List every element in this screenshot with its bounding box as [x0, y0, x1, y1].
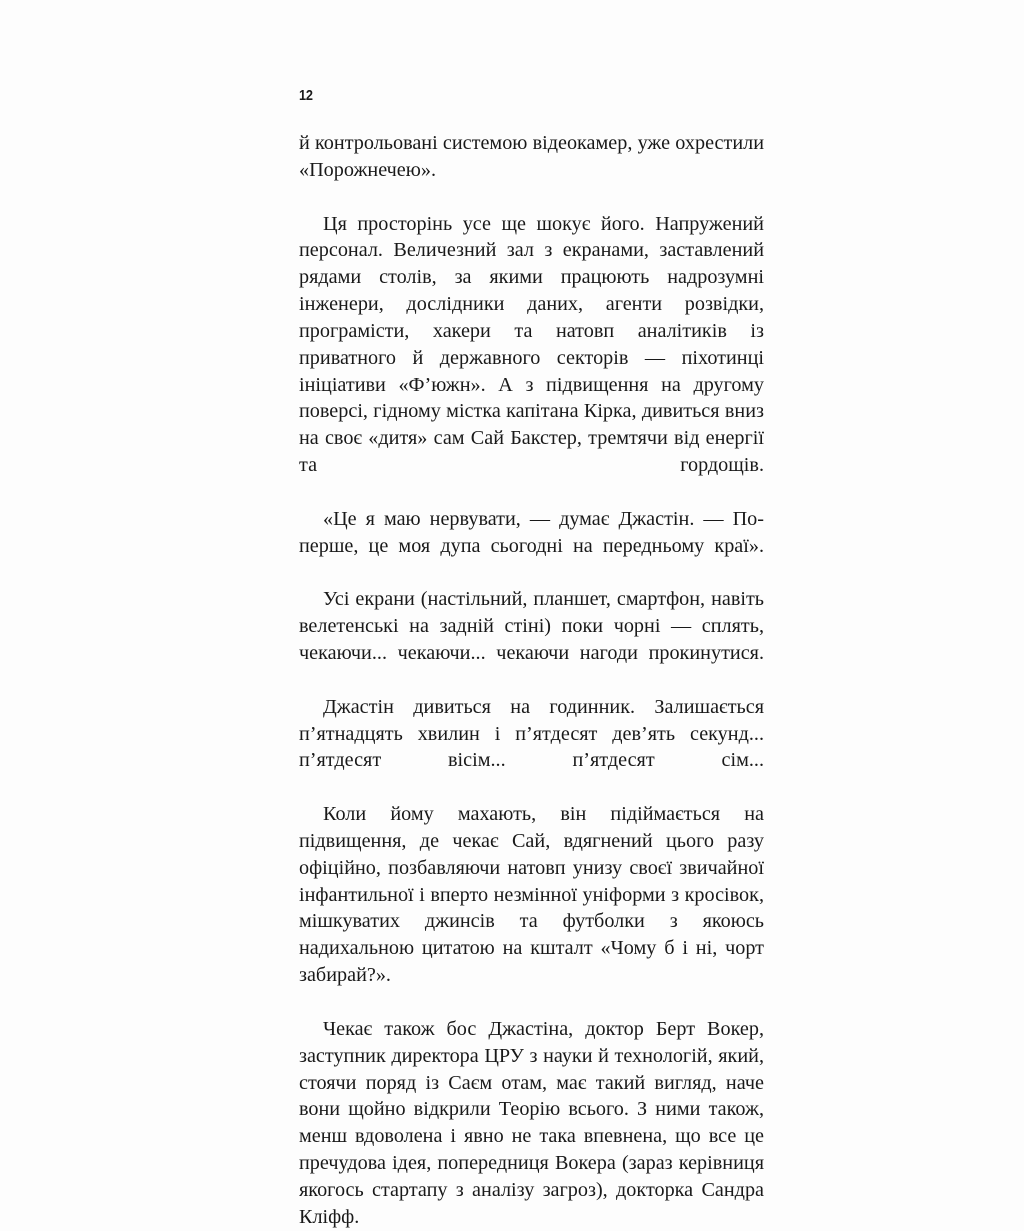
body-text-block: [299, 130, 764, 1231]
paragraph: Чекає також бос Джастіна, доктор Берт Вокер, заступник директора ЦРУ з науки й технологій, який, стоячи поряд із Саєм отам, має такий вигляд, наче вони щойно відкрили Теорію всього. З ними також, менш вдоволена і явно не така впевнена, що все це пречудова ідея, попередниця Вокера (зараз керівниця якогось стартапу з аналізу загроз), докторка Сандра Кліфф.: [299, 1017, 764, 1228]
paragraph: Коли йому махають, він підіймається на підвищення, де чекає Сай, вдягнений цього разу офіційно, позбавляючи натовп унизу своєї звичайної інфантильної і вперто незмінної уніформи з кросівок, мішкуватих джинсів та футболки з якоюсь надихальною цитатою на кшталт «Чому б і ні, чорт забирай?».: [299, 803, 764, 987]
paragraph: Усі екрани (настільний, планшет, смартфон, навіть велетенські на задній стіні) поки чорні — сплять, чекаючи... чекаючи... чекаючи нагоди прокинутися.: [299, 588, 764, 665]
paragraph: Джастін дивиться на годинник. Залишається п’ятнадцять хвилин і п’ятдесят дев’ять секунд... п’ятдесят вісім... п’ятдесят сім...: [299, 695, 764, 772]
paragraph: «Це я маю нервувати, — думає Джастін. — По-перше, це моя дупа сьогодні на передньому краї».: [299, 507, 764, 557]
running-head: [299, 86, 764, 108]
page-number: 12: [299, 88, 313, 104]
paragraph: Ця просторінь усе ще шокує його. Напружений персонал. Величезний зал з екранами, заставлений рядами столів, за якими працюють надрозумні інженери, дослідники даних, агенти розвідки, програмісти, хакери та натовп аналітиків із приватного й державного секторів — піхотинці ініціативи «Ф’южн». А з підвищення на другому поверсі, гідному містка капітана Кірка, дивиться вниз на своє «дитя» сам Сай Бакстер, тремтячи від енергії та гордощів.: [299, 212, 764, 477]
paragraph: й контрольовані системою відеокамер, уже охрестили «Порожнечею».: [299, 132, 764, 181]
